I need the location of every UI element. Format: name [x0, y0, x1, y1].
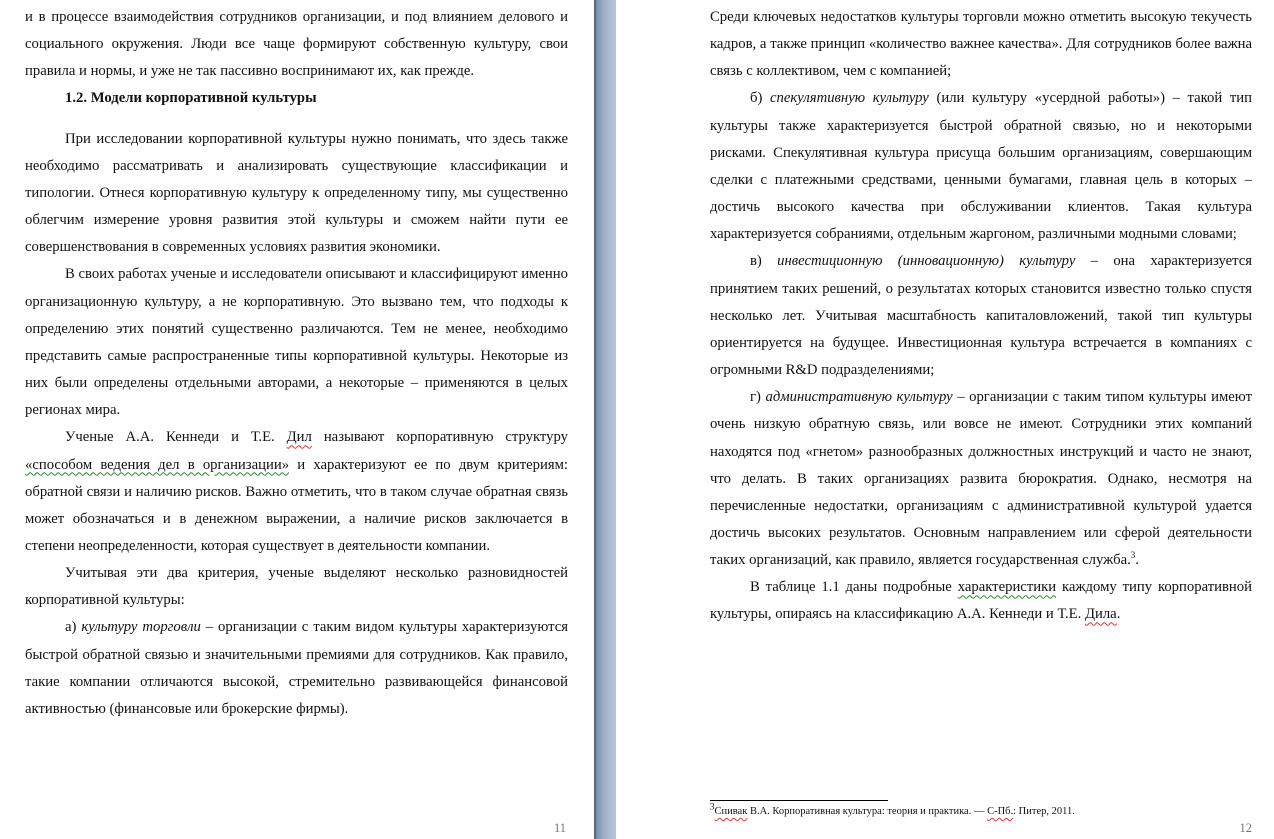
paragraph-1: При исследовании корпоративной культуры нужно понимать, что здесь также необходимо рассматривать и анализировать существующие классификации и типологии. Отнеся корпоративную культуру к определенному типу, мы существенно облегчим измерение уровня развития этой культуры и сможем найти пути ее совершенствования в современных условиях развития экономики. — [25, 130, 568, 256]
footnote-separator — [710, 800, 888, 801]
grammarcheck-phrase: «способом ведения дел в организации» — [25, 456, 290, 473]
page-number: 12 — [1239, 821, 1252, 835]
text-run: (или культуру «усердной работы») – такой тип культуры также характеризуется быстрой обратной связью, но и некоторыми рисками. Спекулятивная культура присуща большим организациям, совершающим сделки с платежными средствами, ценными бумагами, главная цель в которых – достичь высокого качества при обслуживании клиентов. Такая культура характеризуется собраниями, отдельным жаргоном, различными модными словами; — [710, 90, 1252, 243]
text-run: . — [1116, 606, 1121, 623]
text-run: – организации с таким видом культуры характеризуются быстрой обратной связью и значительными премиями для сотрудников. Как правило, такие компании отличаются высокой, стремительно развивающейся финансовой активностью (финансовые или брокерские фирмы). — [25, 619, 568, 717]
text-run: называют корпоративную структуру — [311, 429, 568, 446]
text-run: В.А. Корпоративная культура: теория и практика. — — [747, 806, 988, 817]
spellcheck-word: Дил — [286, 429, 312, 446]
footnote-reference[interactable]: 3 — [1130, 550, 1136, 561]
text-run: б) — [750, 90, 770, 107]
section-heading: 1.2. Модели корпоративной культуры — [65, 90, 317, 107]
paragraph-continuation: и в процессе взаимодействия сотрудников организации, и под влиянием делового и социального окружения. Люди все чаще формируют собственную культуру, свои правила и нормы, и уже не так пассивно воспринимают их, как прежде. — [25, 9, 568, 80]
footnote — [710, 801, 1075, 817]
text-run: и характеризуют ее по двум критериям: обратной связи и наличию рисков. Важно отметить, что в таком случае обратная связь может обозначаться и в денежном выражении, а наличие рисков заключается в степени неопределенности, которая существует в деятельности компании. — [25, 456, 568, 554]
text-run: – организации с таким типом культуры имеют очень низкую обратную связь, или вовсе не имеют. Сотрудники этих компаний находятся под «гнетом» разнообразных должностных инструкций и часто не знают, что делать. В таких организациях развита бюрократия. Однако, несмотря на перечисленные недостатки, организациям с административной культурой удается достичь высоких результатов. Основным направлением или сферой деятельности таких организаций, как правило, является государственная служба. — [710, 389, 1252, 569]
page-11[interactable] — [0, 0, 594, 839]
text-run: каждому типу корпоративной культуры, опираясь на классификацию А.А. Кеннеди и Т.Е. — [710, 579, 1252, 623]
footnote-marker: 3 — [710, 801, 715, 812]
italic-term: инвестиционную (инновационную) культуру — [777, 253, 1076, 270]
text-run: – она характеризуется принятием таких решений, о результатах которых становится известно только спустя несколько лет. Учитывая масштабность капиталовложений, такой тип культуры ориентируется на будущее. Инвестиционная культура встречается в компаниях с огромными R&D подразделениями; — [710, 253, 1253, 379]
text-run: г) — [750, 389, 766, 406]
spellcheck-word: С-Пб. — [987, 806, 1014, 817]
spellcheck-word: Спивак — [714, 806, 748, 817]
paragraph-4: Учитывая эти два критерия, ученые выделяют несколько разновидностей корпоративной культуры: — [25, 565, 568, 609]
page-gutter — [594, 0, 616, 839]
paragraph-table-ref — [710, 574, 1252, 628]
paragraph-5 — [25, 614, 568, 723]
text-run: В таблице 1.1 даны подробные — [750, 579, 958, 596]
paragraph-g — [710, 384, 1252, 574]
text-run: в) — [750, 253, 778, 270]
page-number: 11 — [553, 821, 566, 835]
text-run: . — [1135, 552, 1139, 569]
grammarcheck-word: характеристики — [957, 579, 1057, 596]
italic-term: административную культуру — [765, 389, 953, 406]
paragraph-v — [710, 248, 1252, 384]
paragraph-3 — [25, 424, 568, 560]
italic-term: культуру торговли — [81, 619, 201, 636]
paragraph-b — [710, 85, 1252, 248]
text-run: Ученые А.А. Кеннеди и Т.Е. — [65, 429, 287, 446]
paragraph-continuation: Среди ключевых недостатков культуры торговли можно отметить высокую текучесть кадров, а также принцип «количество важнее качества». Для сотрудников более важна связь с коллективом, чем с компанией; — [710, 9, 1252, 80]
text-run: : Питер, 2011. — [1013, 806, 1075, 817]
page-12[interactable] — [616, 0, 1274, 839]
spellcheck-word: Дила — [1084, 606, 1117, 623]
text-run: а) — [65, 619, 82, 636]
paragraph-2: В своих работах ученые и исследователи описывают и классифицируют именно организационную культуру, а не корпоративную. Это вызвано тем, что подходы к определению этих понятий существенно различаются. Тем не менее, необходимо представить самые распространенные типы корпоративной культуры. Некоторые из них были определены отдельными авторами, а некоторые – применяются в целых регионах мира. — [25, 266, 568, 419]
italic-term: спекулятивную культуру — [769, 90, 929, 107]
